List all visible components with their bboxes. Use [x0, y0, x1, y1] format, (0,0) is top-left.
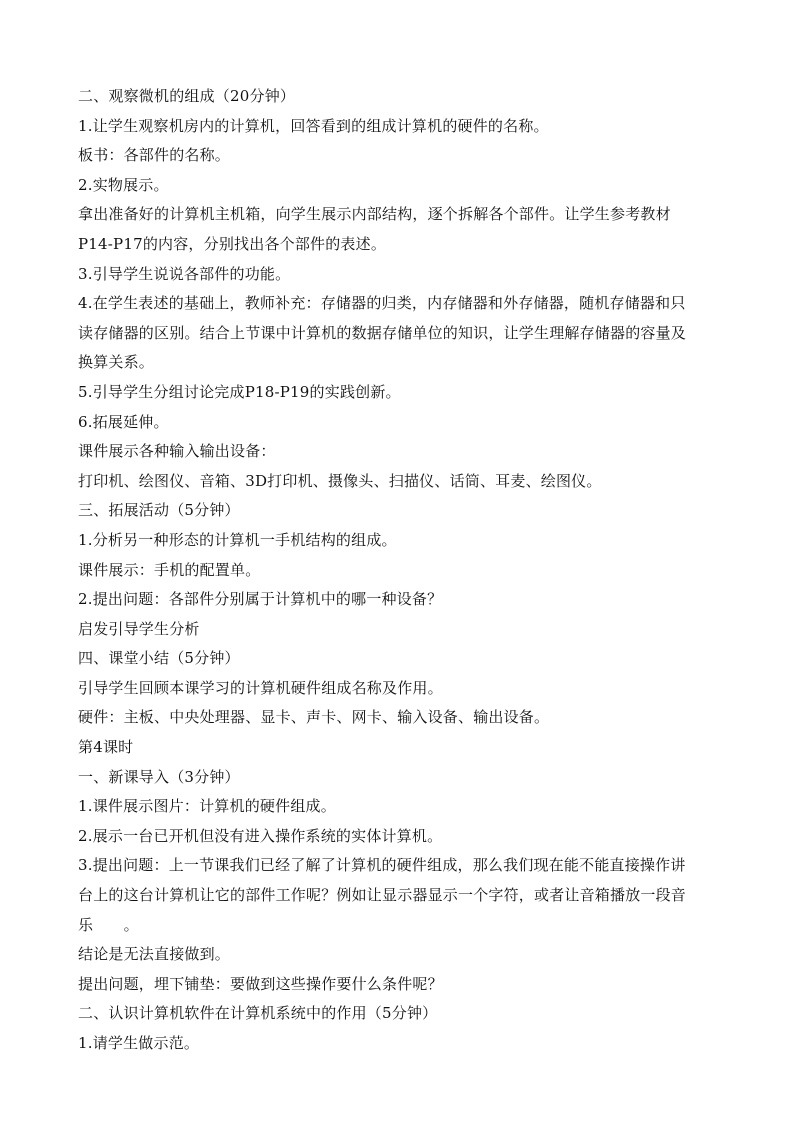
paragraph-line: 1.分析另一种形态的计算机一手机结构的组成。 [78, 530, 397, 549]
paragraph-line: 4.在学生表述的基础上，教师补充：存储器的归类，内存储器和外存储器，随机存储器和只 [78, 294, 686, 313]
paragraph-line: 启发引导学生分析 [78, 619, 200, 638]
paragraph-line: 板书：各部件的名称。 [78, 146, 231, 165]
paragraph-line: P14-P17的内容，分别找出各个部件的表述。 [78, 234, 387, 253]
paragraph-line: 结论是无法直接做到。 [78, 945, 231, 964]
section-heading: 二、认识计算机软件在计算机系统中的作用（5分钟） [78, 1004, 438, 1023]
paragraph-line: 6.拓展延伸。 [78, 412, 169, 431]
section-heading: 四、课堂小结（5分钟） [78, 649, 240, 668]
paragraph-line: 硬件：主板、中央处理器、显卡、声卡、网卡、输入设备、输出设备。 [78, 708, 550, 727]
paragraph-line: 课件展示：手机的配置单。 [78, 560, 261, 579]
paragraph-line: 1.让学生观察机房内的计算机，回答看到的组成计算机的硬件的名称。 [78, 116, 549, 135]
lesson-heading: 第4课时 [78, 738, 134, 757]
paragraph-line: 课件展示各种输入输出设备： [78, 442, 276, 461]
paragraph-line: 台上的这台计算机让它的部件工作呢？例如让显示器显示一个字符，或者让音箱播放一段音 [78, 886, 687, 905]
paragraph-line: 1.课件展示图片：计算机的硬件组成。 [78, 797, 336, 816]
section-heading: 三、拓展活动（5分钟） [78, 501, 240, 520]
paragraph-line: 提出问题，埋下铺垫：要做到这些操作要什么条件呢？ [78, 974, 443, 993]
section-heading: 一、新课导入（3分钟） [78, 767, 240, 786]
paragraph-line: 2.展示一台已开机但没有进入操作系统的实体计算机。 [78, 826, 443, 845]
document-body [78, 82, 726, 1059]
paragraph-line: 3.引导学生说说各部件的功能。 [78, 264, 291, 283]
paragraph-line: 打印机、绘图仪、音箱、3D打印机、摄像头、扫描仪、话筒、耳麦、绘图仪。 [78, 471, 602, 490]
paragraph-line: 读存储器的区别。结合上节课中计算机的数据存储单位的知识，让学生理解存储器的容量及 [78, 323, 687, 342]
paragraph-line: 引导学生回顾本课学习的计算机硬件组成名称及作用。 [78, 678, 443, 697]
paragraph-line: 1.请学生做示范。 [78, 1034, 200, 1052]
paragraph-line: 3.提出问题：上一节课我们已经了解了计算机的硬件组成，那么我们现在能不能直接操作讲 [78, 856, 686, 875]
paragraph-line: 拿出准备好的计算机主机箱，向学生展示内部结构，逐个拆解各个部件。让学生参考教材 [78, 205, 671, 224]
paragraph-line: 2.提出问题：各部件分别属于计算机中的哪一种设备？ [78, 590, 443, 609]
paragraph-line: 5.引导学生分组讨论完成P18-P19的实践创新。 [78, 382, 401, 401]
paragraph-line: 换算关系。 [78, 353, 155, 372]
paragraph-line: 2.实物展示。 [78, 175, 169, 194]
section-heading: 二、观察微机的组成（20分钟） [78, 87, 296, 105]
paragraph-line: 乐 。 [78, 915, 139, 934]
